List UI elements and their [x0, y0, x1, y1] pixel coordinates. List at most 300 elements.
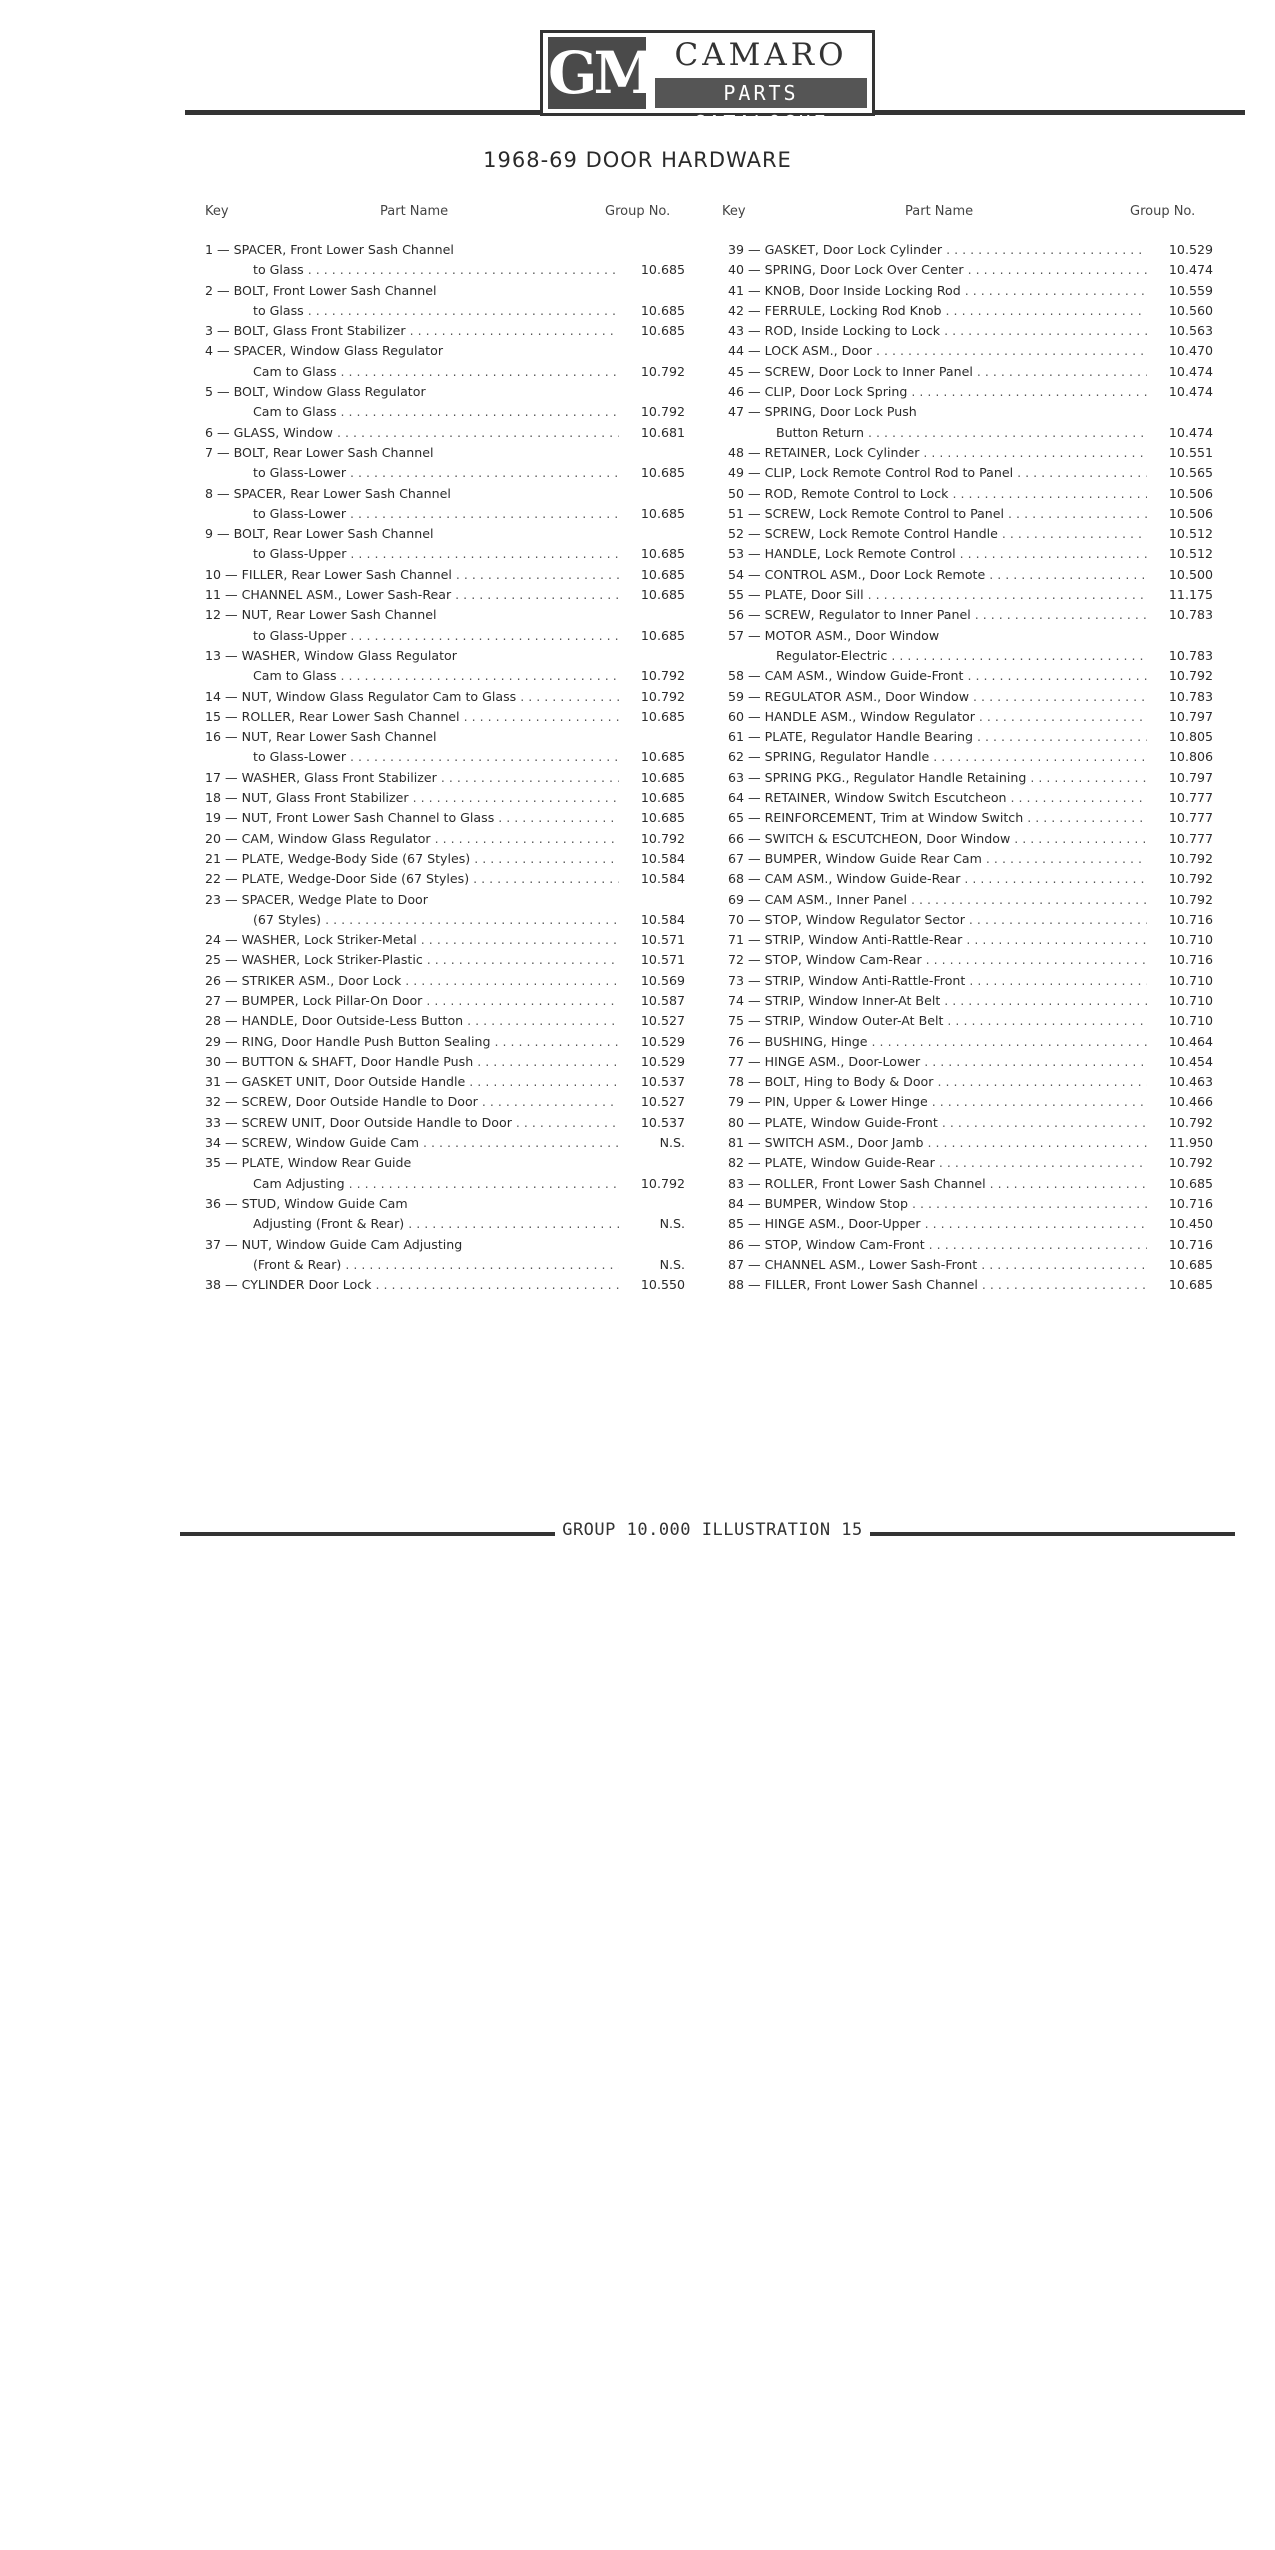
- part-name: 59 — REGULATOR ASM., Door Window . . .: [728, 687, 1213, 707]
- group-number: 10.584: [619, 849, 685, 869]
- list-item: [728, 504, 1213, 524]
- list-item: [728, 626, 1213, 646]
- part-name: 62 — SPRING, Regulator Handle . . .: [728, 747, 1213, 767]
- list-item: [728, 1214, 1213, 1234]
- part-name: 85 — HINGE ASM., Door-Upper . . .: [728, 1214, 1213, 1234]
- group-number: 10.685: [1147, 1255, 1213, 1275]
- group-number: 10.716: [1147, 1235, 1213, 1255]
- group-number: 10.681: [619, 423, 685, 443]
- catalogue-title: CAMARO: [674, 37, 848, 73]
- group-number: 10.571: [619, 930, 685, 950]
- group-number: 10.792: [619, 1174, 685, 1194]
- list-item: [205, 281, 685, 301]
- list-item: [205, 849, 685, 869]
- part-name: 19 — NUT, Front Lower Sash Channel to Glass . . .: [205, 808, 685, 828]
- part-name: 51 — SCREW, Lock Remote Control to Panel . . .: [728, 504, 1213, 524]
- group-number: 10.710: [1147, 971, 1213, 991]
- list-item: [205, 1072, 685, 1092]
- list-item: [205, 504, 685, 524]
- list-item: [205, 687, 685, 707]
- part-name: 42 — FERRULE, Locking Rod Knob . . .: [728, 301, 1213, 321]
- group-number: 10.792: [1147, 1113, 1213, 1133]
- list-item: [205, 707, 685, 727]
- part-name: 56 — SCREW, Regulator to Inner Panel . . .: [728, 605, 1213, 625]
- part-name: 5 — BOLT, Window Glass Regulator: [205, 384, 426, 400]
- group-number: 10.551: [1147, 443, 1213, 463]
- group-number: 10.529: [619, 1052, 685, 1072]
- part-name: Adjusting (Front & Rear) . . .: [205, 1214, 685, 1234]
- part-name: 29 — RING, Door Handle Push Button Sealing . . .: [205, 1032, 685, 1052]
- list-item: [205, 646, 685, 666]
- page-title: 1968-69 DOOR HARDWARE: [483, 148, 792, 172]
- part-name: 38 — CYLINDER Door Lock . . .: [205, 1275, 685, 1295]
- group-number: 10.716: [1147, 1194, 1213, 1214]
- list-item: [728, 1194, 1213, 1214]
- part-name: 82 — PLATE, Window Guide-Rear . . .: [728, 1153, 1213, 1173]
- list-item: [728, 402, 1213, 422]
- list-item: [728, 1275, 1213, 1295]
- group-number: 10.685: [1147, 1174, 1213, 1194]
- group-number: 10.792: [619, 687, 685, 707]
- part-name: 61 — PLATE, Regulator Handle Bearing . . .: [728, 727, 1213, 747]
- group-number: 10.587: [619, 991, 685, 1011]
- list-item: [205, 950, 685, 970]
- list-item: [728, 423, 1213, 443]
- group-number: 10.527: [619, 1011, 685, 1031]
- part-name: 70 — STOP, Window Regulator Sector . . .: [728, 910, 1213, 930]
- list-item: [205, 1052, 685, 1072]
- right-group-no-header: Group No.: [1130, 204, 1196, 219]
- part-name: 13 — WASHER, Window Glass Regulator: [205, 647, 457, 663]
- list-item: [205, 382, 685, 402]
- part-name: 47 — SPRING, Door Lock Push: [728, 404, 917, 420]
- list-item: [205, 605, 685, 625]
- list-item: [728, 1032, 1213, 1052]
- group-number: 10.500: [1147, 565, 1213, 585]
- group-number: 10.777: [1147, 829, 1213, 849]
- group-number: 10.506: [1147, 504, 1213, 524]
- group-number: 10.450: [1147, 1214, 1213, 1234]
- group-number: 10.710: [1147, 930, 1213, 950]
- group-number: 10.464: [1147, 1032, 1213, 1052]
- part-name: 21 — PLATE, Wedge-Body Side (67 Styles) . . .: [205, 849, 685, 869]
- group-number: 10.454: [1147, 1052, 1213, 1072]
- part-name: 16 — NUT, Rear Lower Sash Channel: [205, 729, 437, 745]
- group-number: 10.470: [1147, 341, 1213, 361]
- group-number: 10.792: [1147, 849, 1213, 869]
- group-number: 10.584: [619, 869, 685, 889]
- list-item: [728, 1011, 1213, 1031]
- part-name: Cam to Glass . . .: [205, 402, 685, 422]
- header-rule-right: [875, 110, 1245, 115]
- part-name: 71 — STRIP, Window Anti-Rattle-Rear . . .: [728, 930, 1213, 950]
- group-number: 11.175: [1147, 585, 1213, 605]
- list-item: [205, 1194, 685, 1214]
- part-name: 8 — SPACER, Rear Lower Sash Channel: [205, 485, 451, 501]
- part-name: to Glass . . .: [205, 260, 685, 280]
- part-name: 81 — SWITCH ASM., Door Jamb . . .: [728, 1133, 1213, 1153]
- list-item: [728, 829, 1213, 849]
- part-name: 58 — CAM ASM., Window Guide-Front . . .: [728, 666, 1213, 686]
- group-number: 10.571: [619, 950, 685, 970]
- list-item: [728, 890, 1213, 910]
- group-number: 10.783: [1147, 605, 1213, 625]
- list-item: [728, 1174, 1213, 1194]
- group-number: 10.463: [1147, 1072, 1213, 1092]
- list-item: [728, 605, 1213, 625]
- list-item: [205, 260, 685, 280]
- list-item: [205, 788, 685, 808]
- list-item: [728, 301, 1213, 321]
- part-name: 7 — BOLT, Rear Lower Sash Channel: [205, 444, 434, 460]
- part-name: to Glass-Upper . . .: [205, 544, 685, 564]
- list-item: [205, 727, 685, 747]
- part-name: Cam to Glass . . .: [205, 666, 685, 686]
- group-number: 10.685: [619, 788, 685, 808]
- group-number: 10.685: [619, 565, 685, 585]
- group-number: 10.777: [1147, 788, 1213, 808]
- group-number: 10.783: [1147, 687, 1213, 707]
- list-item: [205, 768, 685, 788]
- list-item: [728, 1092, 1213, 1112]
- group-number: 10.466: [1147, 1092, 1213, 1112]
- group-number: N.S.: [619, 1133, 685, 1153]
- list-item: [728, 808, 1213, 828]
- part-name: 54 — CONTROL ASM., Door Lock Remote . . .: [728, 565, 1213, 585]
- left-key-header: Key: [205, 204, 229, 219]
- part-name: 78 — BOLT, Hing to Body & Door . . .: [728, 1072, 1213, 1092]
- group-number: 10.584: [619, 910, 685, 930]
- catalogue-subtitle: PARTS CATALOGUE: [655, 78, 867, 108]
- group-number: 10.797: [1147, 707, 1213, 727]
- list-item: [205, 443, 685, 463]
- part-name: 32 — SCREW, Door Outside Handle to Door . . .: [205, 1092, 685, 1112]
- list-item: [728, 747, 1213, 767]
- part-name: 68 — CAM ASM., Window Guide-Rear . . .: [728, 869, 1213, 889]
- part-name: 80 — PLATE, Window Guide-Front . . .: [728, 1113, 1213, 1133]
- group-number: 10.685: [619, 301, 685, 321]
- group-number: 10.559: [1147, 281, 1213, 301]
- part-name: 49 — CLIP, Lock Remote Control Rod to Panel . . .: [728, 463, 1213, 483]
- part-name: 2 — BOLT, Front Lower Sash Channel: [205, 282, 437, 298]
- gm-logo: GM: [548, 39, 654, 107]
- list-item: [728, 687, 1213, 707]
- part-name: 17 — WASHER, Glass Front Stabilizer . . .: [205, 768, 685, 788]
- part-name: 73 — STRIP, Window Anti-Rattle-Front . . .: [728, 971, 1213, 991]
- part-name: 75 — STRIP, Window Outer-At Belt . . .: [728, 1011, 1213, 1031]
- list-item: [728, 565, 1213, 585]
- part-name: 69 — CAM ASM., Inner Panel . . .: [728, 890, 1213, 910]
- group-number: 10.685: [619, 768, 685, 788]
- list-item: [205, 829, 685, 849]
- list-item: [205, 971, 685, 991]
- part-name: 65 — REINFORCEMENT, Trim at Window Switch . . .: [728, 808, 1213, 828]
- group-number: 10.474: [1147, 260, 1213, 280]
- list-item: [205, 1275, 685, 1295]
- list-item: [205, 544, 685, 564]
- part-name: 40 — SPRING, Door Lock Over Center . . .: [728, 260, 1213, 280]
- list-item: [205, 1153, 685, 1173]
- list-item: [728, 240, 1213, 260]
- part-name: 76 — BUSHING, Hinge . . .: [728, 1032, 1213, 1052]
- list-item: [205, 1214, 685, 1234]
- group-number: 10.716: [1147, 950, 1213, 970]
- left-part-name-header: Part Name: [380, 204, 449, 219]
- group-number: 10.716: [1147, 910, 1213, 930]
- part-name: 34 — SCREW, Window Guide Cam . . .: [205, 1133, 685, 1153]
- part-name: 3 — BOLT, Glass Front Stabilizer . . .: [205, 321, 685, 341]
- part-name: 50 — ROD, Remote Control to Lock . . .: [728, 484, 1213, 504]
- group-number: 10.537: [619, 1072, 685, 1092]
- group-number: 10.474: [1147, 382, 1213, 402]
- list-item: [205, 930, 685, 950]
- list-item: [728, 1255, 1213, 1275]
- footer-rule-right: [870, 1532, 1235, 1536]
- list-item: [728, 341, 1213, 361]
- group-number: 10.792: [1147, 869, 1213, 889]
- group-number: 10.474: [1147, 423, 1213, 443]
- group-number: 10.792: [1147, 890, 1213, 910]
- part-name: 27 — BUMPER, Lock Pillar-On Door . . .: [205, 991, 685, 1011]
- group-number: 10.685: [619, 585, 685, 605]
- list-item: [205, 484, 685, 504]
- group-number: 10.563: [1147, 321, 1213, 341]
- part-name: 64 — RETAINER, Window Switch Escutcheon . . .: [728, 788, 1213, 808]
- group-number: 10.805: [1147, 727, 1213, 747]
- group-number: 10.792: [619, 362, 685, 382]
- part-name: 22 — PLATE, Wedge-Door Side (67 Styles) . . .: [205, 869, 685, 889]
- group-number: 10.792: [619, 666, 685, 686]
- list-item: [205, 585, 685, 605]
- list-item: [205, 869, 685, 889]
- list-item: [728, 484, 1213, 504]
- list-item: [728, 991, 1213, 1011]
- right-part-name-header: Part Name: [905, 204, 974, 219]
- list-item: [205, 1255, 685, 1275]
- list-item: [728, 260, 1213, 280]
- part-name: 31 — GASKET UNIT, Door Outside Handle . . .: [205, 1072, 685, 1092]
- part-name: 1 — SPACER, Front Lower Sash Channel: [205, 242, 454, 257]
- list-item: [205, 626, 685, 646]
- group-number: 10.685: [619, 463, 685, 483]
- group-number: 10.527: [619, 1092, 685, 1112]
- part-name: 20 — CAM, Window Glass Regulator . . .: [205, 829, 685, 849]
- left-parts-list: [205, 240, 685, 1295]
- right-key-header: Key: [722, 204, 746, 219]
- part-name: to Glass-Lower . . .: [205, 747, 685, 767]
- part-name: 63 — SPRING PKG., Regulator Handle Retaining . . .: [728, 768, 1213, 788]
- group-number: N.S.: [619, 1255, 685, 1275]
- list-item: [205, 565, 685, 585]
- group-number: 10.685: [619, 626, 685, 646]
- group-number: 10.685: [1147, 1275, 1213, 1295]
- part-name: 57 — MOTOR ASM., Door Window: [728, 627, 940, 643]
- footer-caption: GROUP 10.000 ILLUSTRATION 15: [562, 1520, 863, 1540]
- list-item: [728, 869, 1213, 889]
- part-name: 74 — STRIP, Window Inner-At Belt . . .: [728, 991, 1213, 1011]
- part-name: 30 — BUTTON & SHAFT, Door Handle Push . . .: [205, 1052, 685, 1072]
- list-item: [728, 321, 1213, 341]
- group-number: 10.550: [619, 1275, 685, 1295]
- list-item: [205, 1032, 685, 1052]
- list-item: [205, 666, 685, 686]
- list-item: [205, 1133, 685, 1153]
- group-number: 10.710: [1147, 991, 1213, 1011]
- list-item: [205, 747, 685, 767]
- list-item: [728, 524, 1213, 544]
- list-item: [728, 443, 1213, 463]
- group-number: 10.710: [1147, 1011, 1213, 1031]
- list-item: [205, 362, 685, 382]
- part-name: 66 — SWITCH & ESCUTCHEON, Door Window . . .: [728, 829, 1213, 849]
- part-name: 72 — STOP, Window Cam-Rear . . .: [728, 950, 1213, 970]
- list-item: [205, 1011, 685, 1031]
- part-name: 83 — ROLLER, Front Lower Sash Channel . . .: [728, 1174, 1213, 1194]
- list-item: [205, 890, 685, 910]
- list-item: [205, 524, 685, 544]
- list-item: [728, 1113, 1213, 1133]
- list-item: [728, 1235, 1213, 1255]
- group-number: 11.950: [1147, 1133, 1213, 1153]
- part-name: 43 — ROD, Inside Locking to Lock . . .: [728, 321, 1213, 341]
- group-number: N.S.: [619, 1214, 685, 1234]
- list-item: [728, 281, 1213, 301]
- list-item: [205, 808, 685, 828]
- list-item: [728, 1133, 1213, 1153]
- right-parts-list: [728, 240, 1213, 1295]
- group-number: 10.569: [619, 971, 685, 991]
- list-item: [728, 585, 1213, 605]
- group-number: 10.685: [619, 747, 685, 767]
- part-name: 48 — RETAINER, Lock Cylinder . . .: [728, 443, 1213, 463]
- group-number: 10.783: [1147, 646, 1213, 666]
- part-name: 23 — SPACER, Wedge Plate to Door: [205, 891, 428, 907]
- list-item: [728, 1052, 1213, 1072]
- list-item: [728, 910, 1213, 930]
- group-number: 10.685: [619, 504, 685, 524]
- list-item: [205, 1113, 685, 1133]
- part-name: 6 — GLASS, Window . . .: [205, 423, 685, 443]
- list-item: [728, 727, 1213, 747]
- part-name: to Glass-Lower . . .: [205, 504, 685, 524]
- list-item: [728, 544, 1213, 564]
- part-name: Button Return . . .: [728, 423, 1213, 443]
- list-item: [728, 950, 1213, 970]
- group-number: 10.792: [1147, 1153, 1213, 1173]
- list-item: [205, 1235, 685, 1255]
- part-name: 4 — SPACER, Window Glass Regulator: [205, 343, 444, 359]
- part-name: 84 — BUMPER, Window Stop . . .: [728, 1194, 1213, 1214]
- part-name: to Glass-Lower . . .: [205, 463, 685, 483]
- group-number: 10.512: [1147, 524, 1213, 544]
- list-item: [728, 788, 1213, 808]
- part-name: 77 — HINGE ASM., Door-Lower . . .: [728, 1052, 1213, 1072]
- group-number: 10.685: [619, 260, 685, 280]
- list-item: [205, 301, 685, 321]
- list-item: [205, 402, 685, 422]
- part-name: 25 — WASHER, Lock Striker-Plastic . . .: [205, 950, 685, 970]
- part-name: 9 — BOLT, Rear Lower Sash Channel: [205, 526, 434, 542]
- list-item: [205, 423, 685, 443]
- list-item: [205, 240, 685, 260]
- part-name: 10 — FILLER, Rear Lower Sash Channel . . .: [205, 565, 685, 585]
- list-item: [728, 849, 1213, 869]
- list-item: [728, 930, 1213, 950]
- list-item: [205, 341, 685, 361]
- list-item: [728, 707, 1213, 727]
- list-item: [205, 463, 685, 483]
- part-name: 67 — BUMPER, Window Guide Rear Cam . . .: [728, 849, 1213, 869]
- part-name: 44 — LOCK ASM., Door . . .: [728, 341, 1213, 361]
- part-name: 46 — CLIP, Door Lock Spring . . .: [728, 382, 1213, 402]
- list-item: [205, 1092, 685, 1112]
- part-name: to Glass . . .: [205, 301, 685, 321]
- list-item: [728, 666, 1213, 686]
- part-name: 86 — STOP, Window Cam-Front . . .: [728, 1235, 1213, 1255]
- list-item: [728, 1153, 1213, 1173]
- group-number: 10.685: [619, 808, 685, 828]
- part-name: 28 — HANDLE, Door Outside-Less Button . . .: [205, 1011, 685, 1031]
- part-name: 36 — STUD, Window Guide Cam: [205, 1195, 408, 1211]
- part-name: 45 — SCREW, Door Lock to Inner Panel . . .: [728, 362, 1213, 382]
- left-group-no-header: Group No.: [605, 204, 671, 219]
- group-number: 10.529: [1147, 240, 1213, 260]
- group-number: 10.685: [619, 707, 685, 727]
- group-number: 10.792: [619, 829, 685, 849]
- part-name: 11 — CHANNEL ASM., Lower Sash-Rear . . .: [205, 585, 685, 605]
- list-item: [205, 910, 685, 930]
- part-name: (67 Styles) . . .: [205, 910, 685, 930]
- list-item: [728, 646, 1213, 666]
- part-name: Cam Adjusting . . .: [205, 1174, 685, 1194]
- group-number: 10.806: [1147, 747, 1213, 767]
- part-name: 87 — CHANNEL ASM., Lower Sash-Front . . .: [728, 1255, 1213, 1275]
- footer-rule-left: [180, 1532, 555, 1536]
- group-number: 10.506: [1147, 484, 1213, 504]
- part-name: 33 — SCREW UNIT, Door Outside Handle to Door . . .: [205, 1113, 685, 1133]
- part-name: (Front & Rear) . . .: [205, 1255, 685, 1275]
- group-number: 10.512: [1147, 544, 1213, 564]
- list-item: [205, 321, 685, 341]
- part-name: 55 — PLATE, Door Sill . . .: [728, 585, 1213, 605]
- group-number: 10.474: [1147, 362, 1213, 382]
- part-name: Regulator-Electric . . .: [728, 646, 1213, 666]
- list-item: [205, 991, 685, 1011]
- list-item: [728, 768, 1213, 788]
- group-number: 10.560: [1147, 301, 1213, 321]
- part-name: 60 — HANDLE ASM., Window Regulator . . .: [728, 707, 1213, 727]
- part-name: 53 — HANDLE, Lock Remote Control . . .: [728, 544, 1213, 564]
- part-name: to Glass-Upper . . .: [205, 626, 685, 646]
- part-name: Cam to Glass . . .: [205, 362, 685, 382]
- list-item: [728, 382, 1213, 402]
- group-number: 10.777: [1147, 808, 1213, 828]
- group-number: 10.537: [619, 1113, 685, 1133]
- header-rule-left: [185, 110, 540, 115]
- list-item: [728, 971, 1213, 991]
- part-name: 15 — ROLLER, Rear Lower Sash Channel . . .: [205, 707, 685, 727]
- part-name: 37 — NUT, Window Guide Cam Adjusting: [205, 1236, 463, 1252]
- part-name: 35 — PLATE, Window Rear Guide: [205, 1155, 412, 1171]
- part-name: 24 — WASHER, Lock Striker-Metal . . .: [205, 930, 685, 950]
- part-name: 14 — NUT, Window Glass Regulator Cam to Glass . . .: [205, 687, 685, 707]
- group-number: 10.685: [619, 544, 685, 564]
- part-name: 52 — SCREW, Lock Remote Control Handle . . .: [728, 524, 1213, 544]
- part-name: 18 — NUT, Glass Front Stabilizer . . .: [205, 788, 685, 808]
- group-number: 10.529: [619, 1032, 685, 1052]
- group-number: 10.792: [619, 402, 685, 422]
- group-number: 10.792: [1147, 666, 1213, 686]
